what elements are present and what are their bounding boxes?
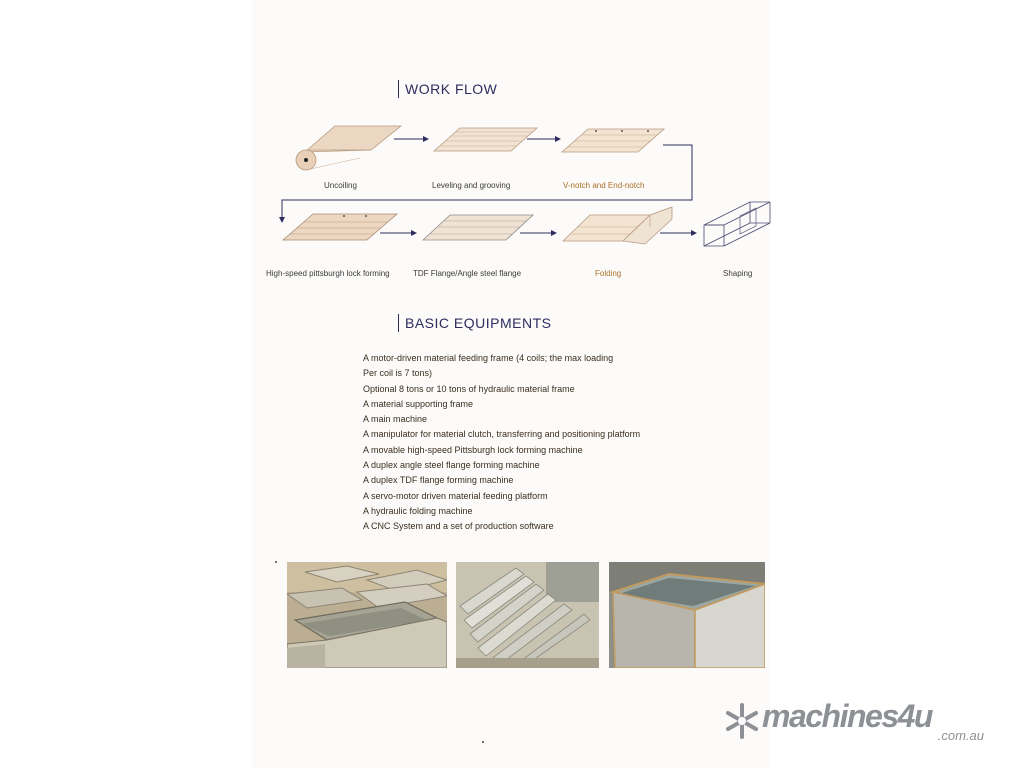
photo-finished-duct xyxy=(609,562,765,668)
folding-sheet-icon xyxy=(563,207,672,244)
list-item: A manipulator for material clutch, transferring and positioning platform xyxy=(363,429,641,440)
list-item: A movable high-speed Pittsburgh lock forming machine xyxy=(363,444,583,455)
tdf-flange-sheet-icon xyxy=(423,215,533,240)
list-item: A hydraulic folding machine xyxy=(363,505,473,516)
workflow-title: WORK FLOW xyxy=(405,81,498,97)
v-notch-sheet-icon xyxy=(562,129,664,152)
uncoiling-sheet-icon xyxy=(296,126,401,170)
equipment-list xyxy=(363,351,640,535)
pittsburgh-sheet-icon xyxy=(283,214,397,240)
list-item: A duplex TDF flange forming machine xyxy=(363,475,514,486)
list-item: Per coil is 7 tons) xyxy=(363,368,433,379)
workflow-diagram xyxy=(0,0,1024,300)
heading-bar xyxy=(398,314,399,332)
step-label-shaping: Shaping xyxy=(723,269,753,278)
list-item: A servo-motor driven material feeding platform xyxy=(363,490,548,501)
list-item: A duplex angle steel flange forming machine xyxy=(363,460,540,471)
step-label-leveling: Leveling and grooving xyxy=(432,181,511,190)
logo-wordmark: machines4u xyxy=(762,698,932,734)
photo-duct-boxes xyxy=(287,562,447,668)
list-item: A CNC System and a set of production software xyxy=(363,521,554,532)
photo-flange-sheets xyxy=(456,562,599,668)
machines4u-logo xyxy=(724,700,990,744)
step-label-uncoiling: Uncoiling xyxy=(324,181,357,190)
list-item: A material supporting frame xyxy=(363,398,474,409)
snowflake-icon xyxy=(724,702,760,740)
list-item: A main machine xyxy=(363,414,428,425)
step-label-v-notch: V-notch and End-notch xyxy=(563,181,645,190)
shaping-duct-icon xyxy=(704,202,770,246)
scan-speck xyxy=(482,741,484,743)
scan-speck xyxy=(275,561,277,563)
equipments-title: BASIC EQUIPMENTS xyxy=(405,315,552,331)
step-label-folding: Folding xyxy=(595,269,622,278)
equipments-heading xyxy=(398,314,551,332)
logo-domain: .com.au xyxy=(937,728,984,743)
list-item: Optional 8 tons or 10 tons of hydraulic material frame xyxy=(363,383,575,394)
step-label-tdf-flange: TDF Flange/Angle steel flange xyxy=(413,269,522,278)
list-item: A motor-driven material feeding frame (4 coils; the max loading xyxy=(363,353,614,363)
leveling-sheet-icon xyxy=(434,128,537,151)
step-label-pittsburgh: High-speed pittsburgh lock forming xyxy=(266,269,390,278)
